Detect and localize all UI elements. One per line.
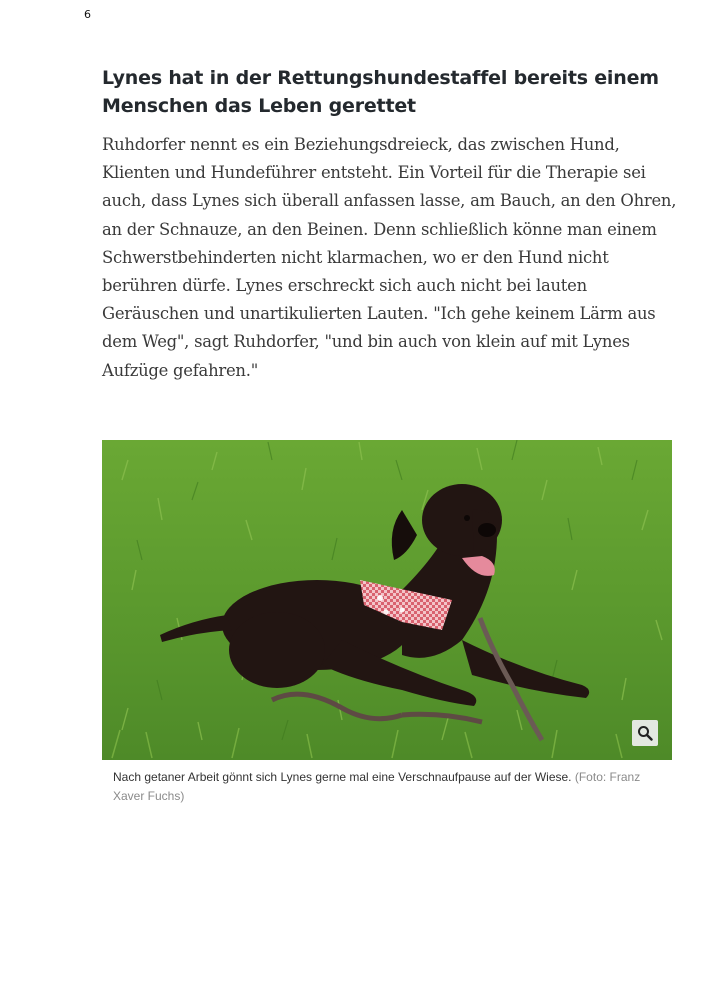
caption-text: Nach getaner Arbeit gönnt sich Lynes gerne mal eine Verschnaufpause auf der Wiese. <box>113 770 572 784</box>
article-paragraph: Ruhdorfer nennt es ein Beziehungsdreieck, das zwischen Hund, Klienten und Hundeführer entsteht. Ein Vorteil für die Therapie sei auch, dass Lynes sich überall anfassen lasse, am Bauch, an den Ohren, an der Schnauze, an den Beinen. Denn schließlich könne man einem Schwerstbehinderten nicht klarmachen, wo er den Hund nicht berühren dürfe. Lynes erschreckt sich auch nicht bei lauten Geräuschen und unartikulierten Lauten. "Ich gehe keinem Lärm aus dem Weg", sagt Ruhdorfer, "und bin auch von klein auf mit Lynes Aufzüge gefahren." <box>102 135 677 380</box>
photo-caption <box>113 768 658 806</box>
magnifier-icon <box>637 725 653 741</box>
article-photo[interactable] <box>102 440 672 760</box>
photo-credit: (Foto: Franz Xaver Fuchs) <box>113 770 641 803</box>
dog-on-grass-photo <box>102 440 672 760</box>
page-number: 6 <box>84 8 91 21</box>
section-heading: Lynes hat in der Rettungshundestaffel bereits einem Menschen das Leben gerettet <box>102 67 659 117</box>
zoom-button[interactable] <box>632 720 658 746</box>
